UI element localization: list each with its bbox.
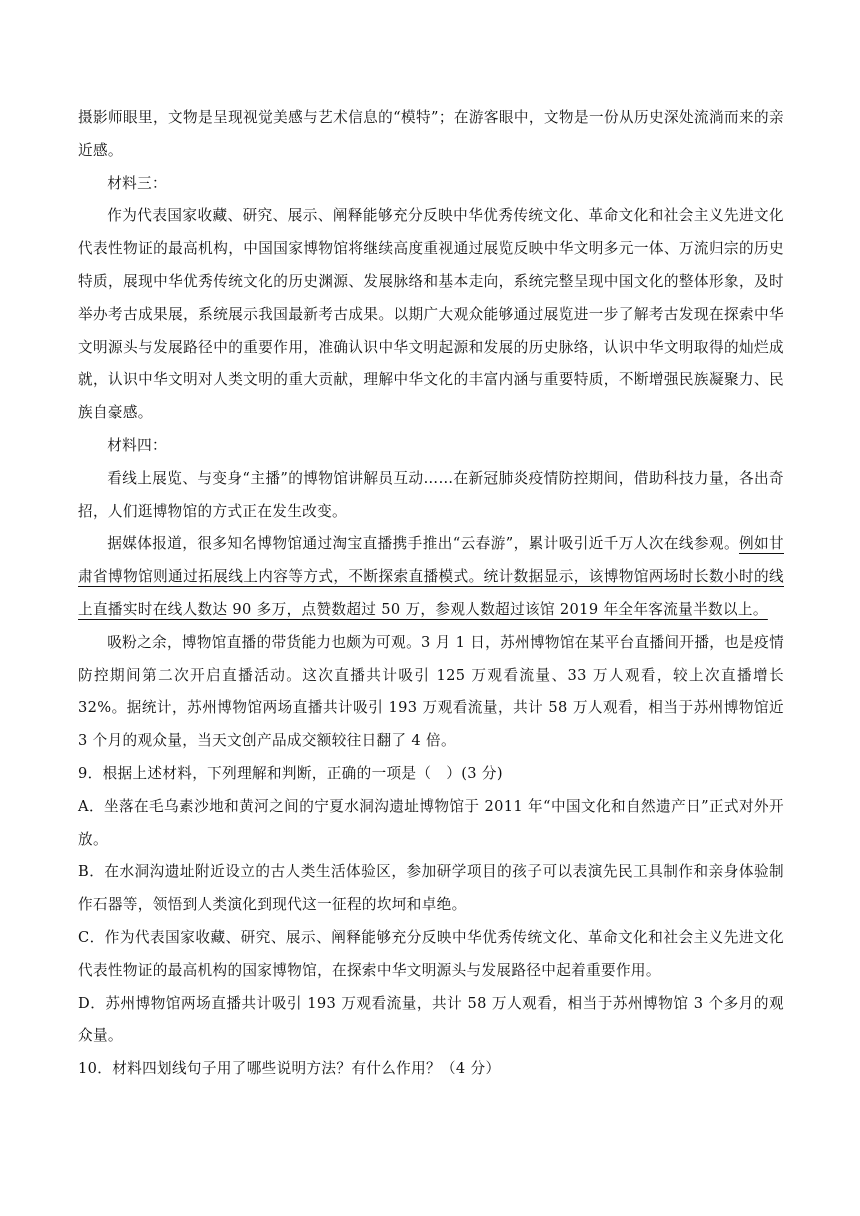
material4-paragraph-2 [78, 528, 784, 626]
question-9-option-b: B．在水洞沟遗址附近设立的古人类生活体验区，参加研学项目的孩子可以表演先民工具制作和亲身体验制作石器等，领悟到人类演化到现代这一征程的坎坷和卓绝。 [78, 863, 784, 914]
question-10-stem: 10．材料四划线句子用了哪些说明方法？有什么作用？（4 分） [78, 1060, 501, 1078]
question-9-option-d: D．苏州博物馆两场直播共计吸引 193 万观看流量，共计 58 万人观看，相当于苏州博物馆 3 个多月的观众量。 [78, 994, 784, 1045]
material4-underlined-sentence: 例如甘肃省博物馆则通过拓展线上内容等方式，不断探索直播模式。统计数据显示，该博物馆两场时长数小时的线上直播实时在线人数达 90 多万，点赞数超过 50 万，参观人数超过该馆 2019 年全年客流量半数以上。 [78, 535, 784, 618]
material4-plain-sentence: 据媒体报道，很多知名博物馆通过淘宝直播携手推出“云春游”，累计吸引近千万人次在线参观。 [107, 535, 739, 553]
question-9-stem: 9．根据上述材料，下列理解和判断，正确的一项是（ ）(3 分) [78, 764, 503, 782]
document-page [78, 102, 784, 1086]
material3-label: 材料三： [107, 174, 167, 192]
material4-label: 材料四： [107, 436, 167, 454]
question-9-option-a: A．坐落在毛乌素沙地和黄河之间的宁夏水洞沟遗址博物馆于 2011 年“中国文化和自然遗产日”正式对外开放。 [78, 797, 784, 848]
material4-paragraph-3: 吸粉之余，博物馆直播的带货能力也颇为可观。3 月 1 日，苏州博物馆在某平台直播间开播，也是疫情防控期间第二次开启直播活动。这次直播共计吸引 125 万观看流量、33 万人观看，较上次直播增长 32%。据统计，苏州博物馆两场直播共计吸引 193 万观看流量，共计 58 万人观看，相当于苏州博物馆近 3 个月的观众量，当天文创产品成交额较往日翻了 4 倍。 [78, 633, 785, 750]
material2-ending-paragraph: 摄影师眼里，文物是呈现视觉美感与艺术信息的“模特”；在游客眼中，文物是一份从历史深处流淌而来的亲近感。 [78, 109, 784, 159]
question-9-option-c: C．作为代表国家收藏、研究、展示、阐释能够充分反映中华优秀传统文化、革命文化和社会主义先进文化代表性物证的最高机构的国家博物馆，在探索中华文明源头与发展路径中起着重要作用。 [78, 928, 784, 979]
material4-paragraph-1: 看线上展览、与变身“主播”的博物馆讲解员互动……在新冠肺炎疫情防控期间，借助科技力量，各出奇招，人们逛博物馆的方式正在发生改变。 [78, 469, 784, 520]
material3-paragraph: 作为代表国家收藏、研究、展示、阐释能够充分反映中华优秀传统文化、革命文化和社会主义先进文化代表性物证的最高机构，中国国家博物馆将继续高度重视通过展览反映中华文明多元一体、万流归宗的历史特质，展现中华优秀传统文化的历史渊源、发展脉络和基本走向，系统完整呈现中国文化的整体形象，及时举办考古成果展，系统展示我国最新考古成果。以期广大观众能够通过展览进一步了解考古发现在探索中华文明源头与发展路径中的重要作用，准确认识中华文明起源和发展的历史脉络，认识中华文明取得的灿烂成就，认识中华文明对人类文明的重大贡献，理解中华文化的丰富内涵与重要特质，不断增强民族凝聚力、民族自豪感。 [78, 207, 784, 422]
